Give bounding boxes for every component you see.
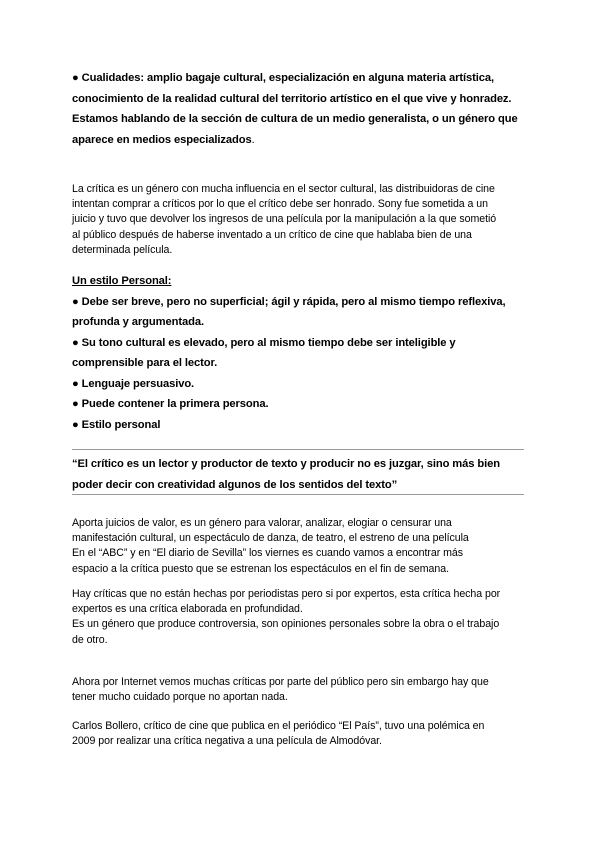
quote-block	[72, 454, 532, 495]
paragraph-line: intentan comprar a críticos por lo que el crítico debe ser honrado. Sony fue sometida a un	[72, 198, 488, 211]
expertos-paragraph	[72, 587, 532, 648]
paragraph-line: de otro.	[72, 633, 108, 646]
paragraph-line: espacio a la crítica puesto que se estrenan los espectáculos en el fin de semana.	[72, 562, 449, 575]
quote-line: “El crítico es un lector y productor de texto y producir no es juzgar, sino más bien	[72, 458, 501, 470]
quote-line: poder decir con creatividad algunos de los sentidos del texto”	[72, 478, 398, 491]
internet-paragraph	[72, 675, 532, 705]
paragraph-line: La crítica es un género con mucha influencia en el sector cultural, las distribuidoras de cine	[72, 183, 495, 195]
paragraph-line: Hay críticas que no están hechas por periodistas pero si por expertos, esta crítica hecha por	[72, 588, 501, 600]
estilo-item: ● Lenguaje persuasivo.	[72, 377, 195, 390]
paragraph-line: expertos es una crítica elaborada en profundidad.	[72, 603, 303, 616]
estilo-item: ● Puede contener la primera persona.	[72, 398, 269, 410]
paragraph-line: En el “ABC” y en “El diario de Sevilla” los viernes es cuando vamos a encontrar más	[72, 547, 463, 560]
bollero-paragraph	[72, 719, 532, 749]
estilo-section	[72, 271, 532, 435]
paragraph-line: 2009 por realizar una crítica negativa a una película de Almodóvar.	[72, 735, 382, 748]
quote-bottom-rule	[72, 494, 524, 495]
estilo-heading: Un estilo Personal:	[72, 275, 172, 287]
cualidades-line: conocimiento de la realidad cultural del territorio artístico en el que vive y honradez.	[72, 92, 512, 105]
paragraph-line: determinada película.	[72, 243, 173, 256]
paragraph-line: tener mucho cuidado porque no aportan nada.	[72, 691, 288, 704]
paragraph-line: manifestación cultural, un espectáculo de danza, de teatro, el estreno de una película	[72, 532, 469, 545]
influencia-paragraph	[72, 182, 532, 258]
cualidades-line: Estamos hablando de la sección de cultura de un medio generalista, o un género que	[72, 113, 518, 125]
estilo-item: ● Su tono cultural es elevado, pero al mismo tiempo debe ser inteligible y	[72, 336, 456, 349]
cualidades-line: ● Cualidades: amplio bagaje cultural, especialización en alguna materia artística,	[72, 72, 494, 84]
juicios-paragraph	[72, 516, 532, 577]
estilo-item: comprensible para el lector.	[72, 357, 218, 369]
paragraph-line: al público después de haberse inventado a un crítico de cine que hablaba bien de una	[72, 228, 472, 241]
paragraph-line: Ahora por Internet vemos muchas críticas por parte del público pero sin embargo hay que	[72, 676, 489, 688]
estilo-item: ● Debe ser breve, pero no superficial; ágil y rápida, pero al mismo tiempo reflexiva,	[72, 295, 506, 308]
cualidades-last-period: .	[251, 133, 255, 146]
paragraph-line: Es un género que produce controversia, son opiniones personales sobre la obra o el trabajo	[72, 618, 500, 631]
paragraph-line: Aporta juicios de valor, es un género para valorar, analizar, elogiar o censurar una	[72, 517, 452, 529]
paragraph-line: Carlos Bollero, crítico de cine que publica en el periódico “El País”, tuvo una polémica en	[72, 720, 485, 732]
quote-top-rule	[72, 449, 524, 450]
paragraph-line: juicio y tuvo que devolver los ingresos de una película por la manipulación a la que sometió	[72, 213, 497, 226]
estilo-item: ● Estilo personal	[72, 418, 161, 431]
cualidades-line-last	[72, 130, 532, 151]
cualidades-block	[72, 68, 532, 150]
cualidades-last-bold: aparece en medios especializados	[72, 133, 252, 146]
estilo-item: profunda y argumentada.	[72, 316, 204, 328]
